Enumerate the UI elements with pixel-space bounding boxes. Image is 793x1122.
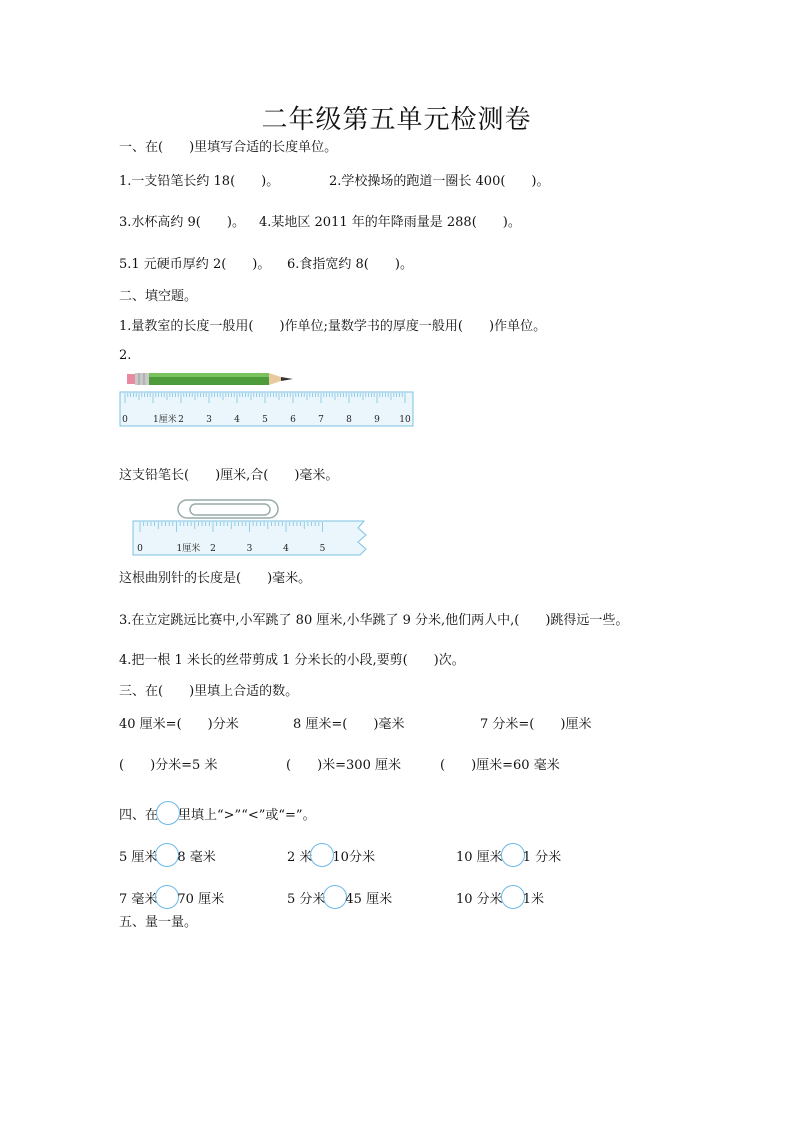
compare-circle-input[interactable] xyxy=(155,843,179,867)
pencil-icon xyxy=(127,373,293,385)
compare-item: 7 毫米 70 厘米 xyxy=(119,885,224,909)
compare-circle-input[interactable] xyxy=(323,885,347,909)
s3-r2c1: ( )分米=5 米 xyxy=(119,758,218,773)
s1-q3: 3.水杯高约 9( )。 xyxy=(119,215,245,230)
ruler1-label: 2 xyxy=(178,415,184,425)
pencil-question: 这支铅笔长( )厘米,合( )毫米。 xyxy=(119,468,339,483)
compare-item: 2 米 10分米 xyxy=(287,843,375,867)
ruler2-label: 1厘米 xyxy=(176,544,201,554)
section1-heading: 一、在( )里填写合适的长度单位。 xyxy=(119,140,338,155)
ruler1-label: 6 xyxy=(290,415,296,425)
s1-q4: 4.某地区 2011 年的年降雨量是 288( )。 xyxy=(259,215,521,230)
ruler2-label: 5 xyxy=(319,544,326,554)
s3-r1c1: 40 厘米=( )分米 xyxy=(119,717,239,732)
ruler2-label: 4 xyxy=(283,544,289,554)
compare-circle-icon xyxy=(156,801,180,825)
compare-item: 5 厘米 8 毫米 xyxy=(119,843,216,867)
compare-item: 5 分米 45 厘米 xyxy=(287,885,392,909)
section5-heading: 五、量一量。 xyxy=(119,915,198,930)
pencil-ruler-figure xyxy=(119,368,415,428)
ruler1-label: 8 xyxy=(346,415,352,425)
ruler1-label: 5 xyxy=(262,415,268,425)
section2-heading: 二、填空题。 xyxy=(119,289,198,304)
ruler1-label: 1厘米 xyxy=(153,415,177,425)
compare-circle-input[interactable] xyxy=(501,885,525,909)
paperclip-question: 这根曲别针的长度是( )毫米。 xyxy=(119,571,312,586)
compare-item: 10 分米 1米 xyxy=(456,885,544,909)
ruler2-label: 3 xyxy=(246,544,253,554)
section3-heading: 三、在( )里填上合适的数。 xyxy=(119,684,299,699)
section4-heading xyxy=(119,801,316,825)
ruler1-label: 10 xyxy=(399,415,411,425)
s3-r2c2: ( )米=300 厘米 xyxy=(286,758,401,773)
s3-r1c2: 8 厘米=( )毫米 xyxy=(293,717,405,732)
compare-circle-input[interactable] xyxy=(310,843,334,867)
ruler2-label: 2 xyxy=(210,544,216,554)
ruler1-label: 4 xyxy=(234,415,240,425)
s1-q5: 5.1 元硬币厚约 2( )。 xyxy=(119,257,271,272)
s4-heading-post: 里填上“>”“<”或“=”。 xyxy=(178,808,316,823)
compare-circle-input[interactable] xyxy=(501,843,525,867)
compare-circle-input[interactable] xyxy=(155,885,179,909)
ruler1-label: 3 xyxy=(206,415,212,425)
paperclip-icon xyxy=(178,500,278,518)
s3-r2c3: ( )厘米=60 毫米 xyxy=(440,758,560,773)
page-title: 二年级第五单元检测卷 xyxy=(261,105,532,135)
s2-q1: 1.量教室的长度一般用( )作单位;量数学书的厚度一般用( )作单位。 xyxy=(119,319,547,334)
s4-heading-pre: 四、在 xyxy=(119,808,159,823)
s2-q3: 3.在立定跳远比赛中,小军跳了 80 厘米,小华跳了 9 分米,他们两人中,( )跳得远一些。 xyxy=(119,613,629,628)
s3-r1c3: 7 分米=( )厘米 xyxy=(480,717,592,732)
ruler1-label: 0 xyxy=(122,415,128,425)
s1-q2: 2.学校操场的跑道一圈长 400( )。 xyxy=(329,174,550,189)
compare-item: 10 厘米 1 分米 xyxy=(456,843,561,867)
ruler1-label: 9 xyxy=(374,415,380,425)
s2-q4: 4.把一根 1 米长的丝带剪成 1 分米长的小段,要剪( )次。 xyxy=(119,653,465,668)
s1-q6: 6.食指宽约 8( )。 xyxy=(287,257,413,272)
ruler1-label: 7 xyxy=(318,415,324,425)
ruler2-label: 0 xyxy=(137,544,143,554)
s1-q1: 1.一支铅笔长约 18( )。 xyxy=(119,174,280,189)
s2-q2-label: 2. xyxy=(119,348,132,363)
paperclip-ruler-figure xyxy=(132,497,372,557)
